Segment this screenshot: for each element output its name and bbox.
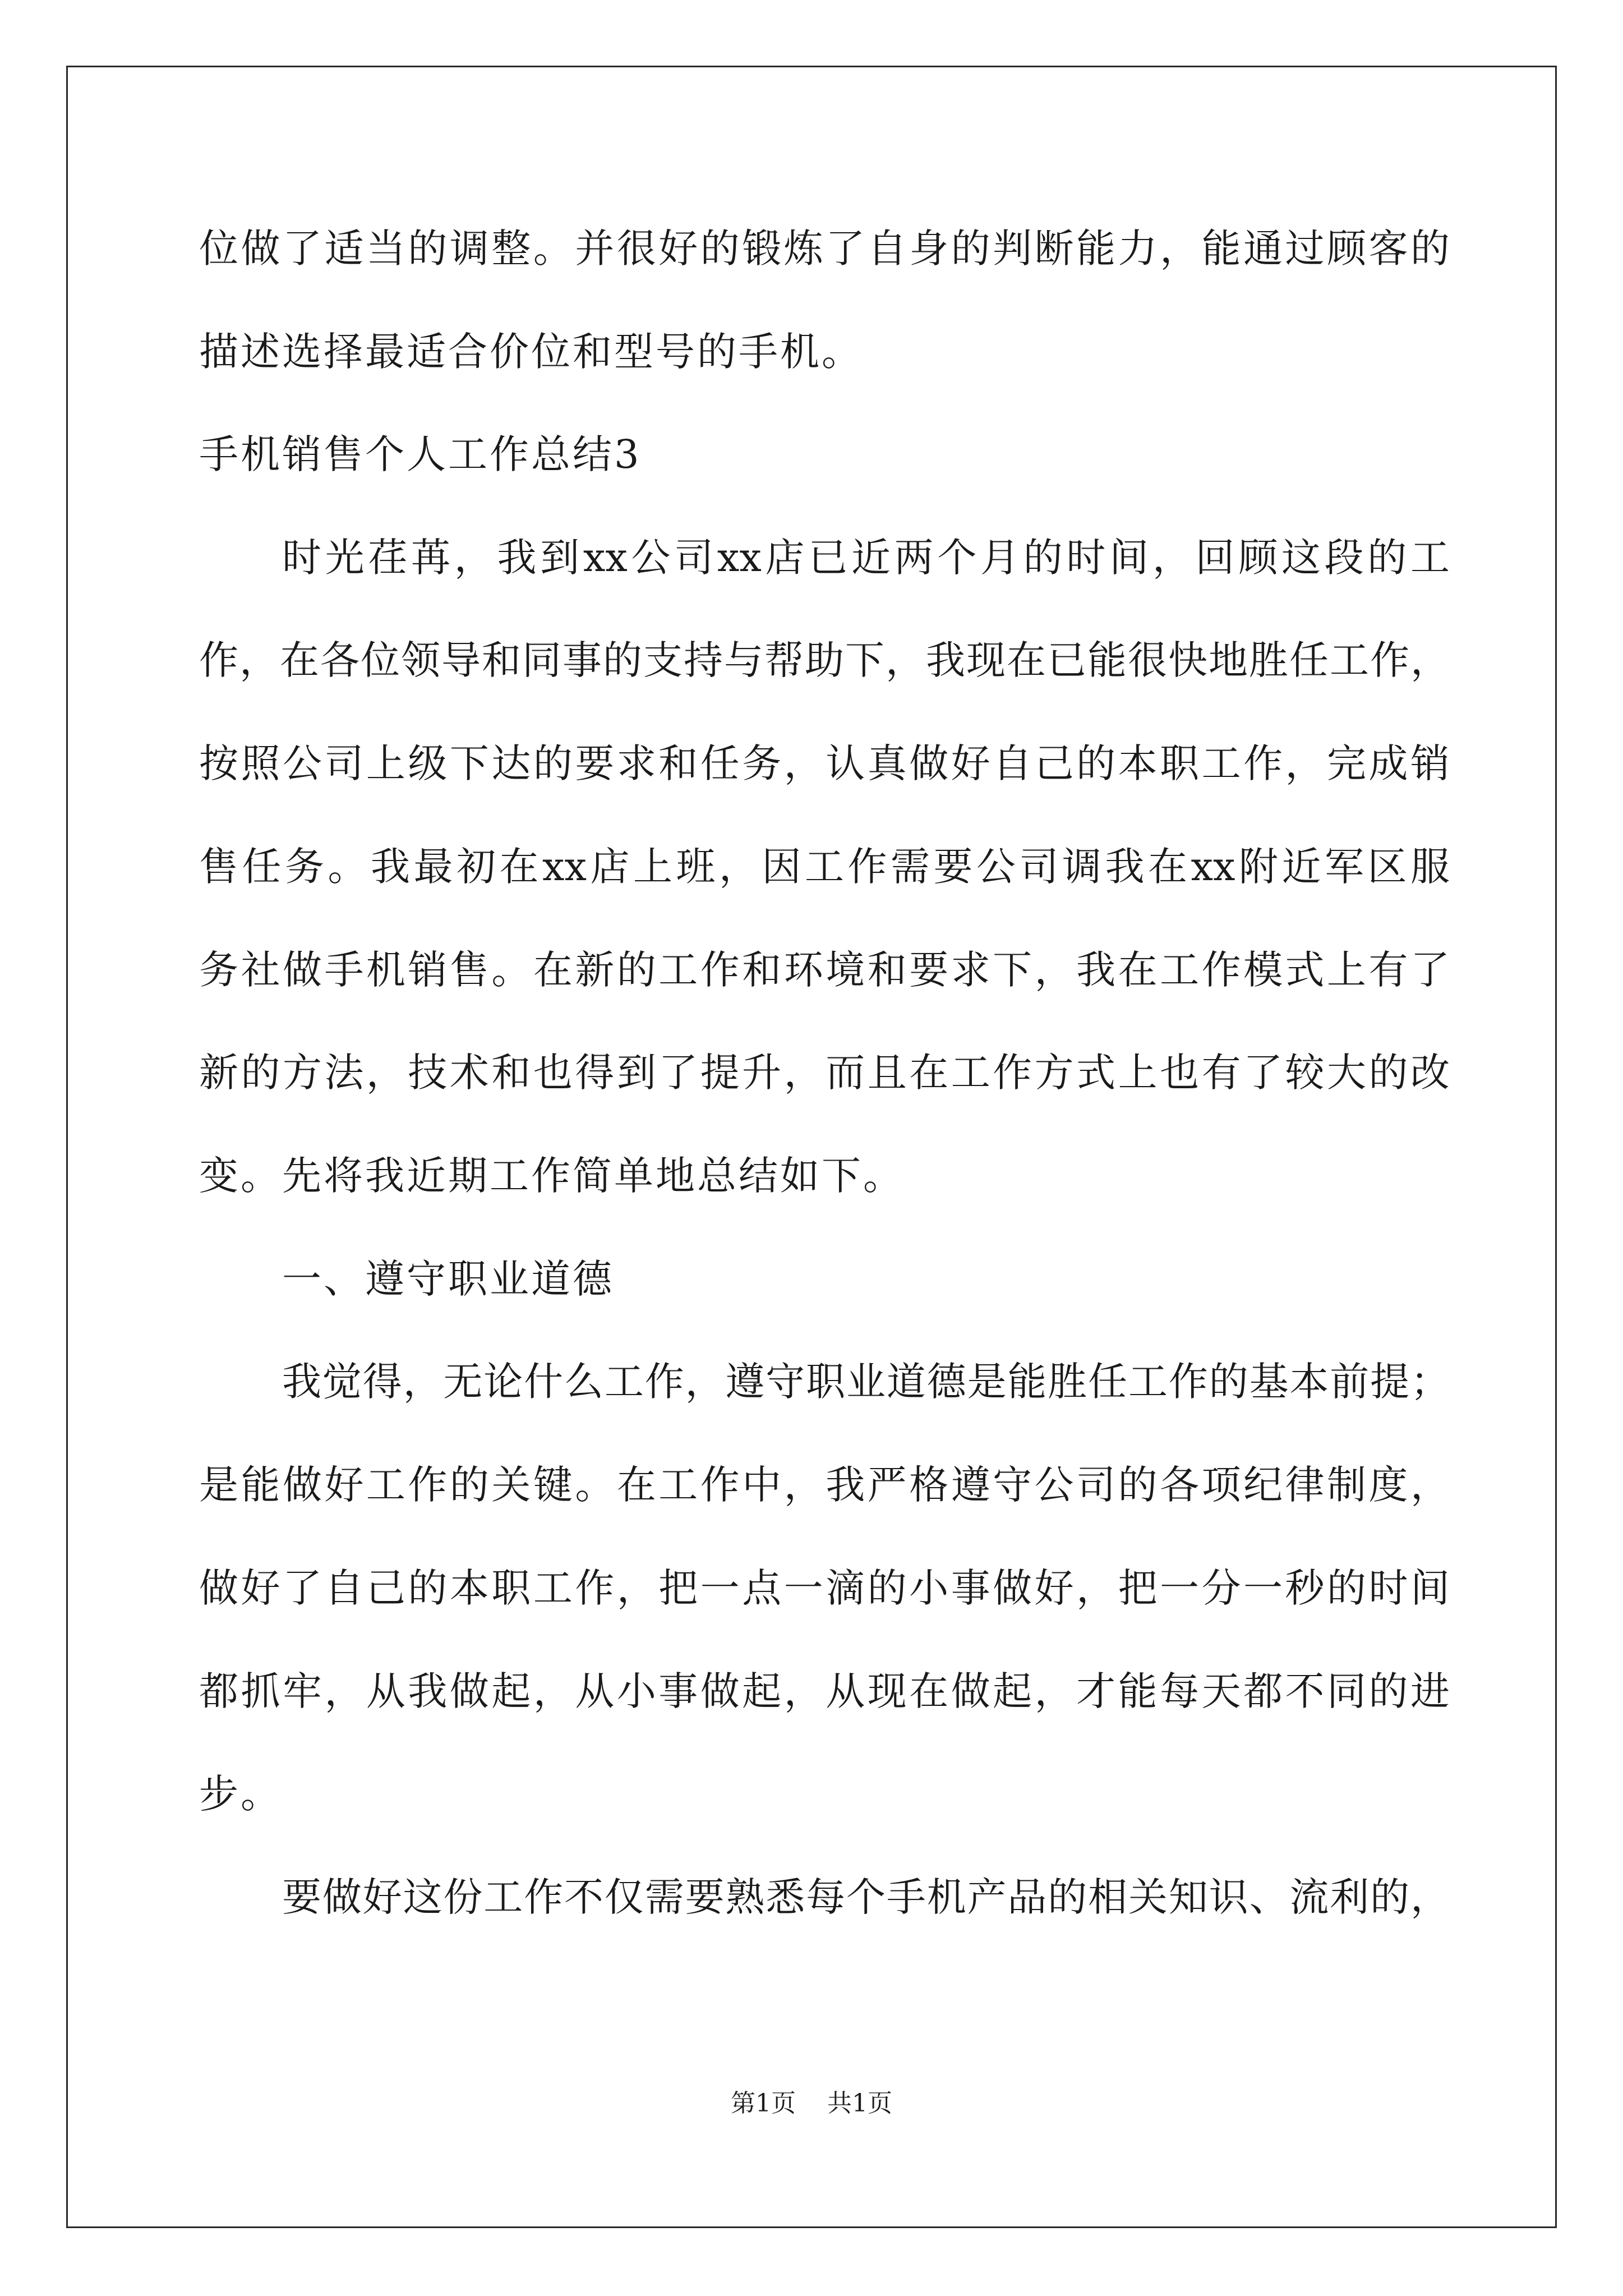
body-line: 都抓牢，从我做起，从小事做起，从现在做起，才能每天都不同的进 <box>199 1668 1450 1714</box>
body-line: 要做好这份工作不仅需要熟悉每个手机产品的相关知识、流利的， <box>282 1874 1450 1920</box>
body-line: 做好了自己的本职工作，把一点一滴的小事做好，把一分一秒的时间 <box>199 1565 1450 1611</box>
body-line: 时光荏苒，我到xx公司xx店已近两个月的时间，回顾这段的工 <box>282 535 1450 581</box>
body-line: 务社做手机销售。在新的工作和环境和要求下，我在工作模式上有了 <box>199 947 1450 993</box>
body-line: 售任务。我最初在xx店上班，因工作需要公司调我在xx附近军区服 <box>199 844 1450 890</box>
body-line: 作，在各位领导和同事的支持与帮助下，我现在已能很快地胜任工作， <box>199 637 1450 683</box>
page-number: 第1页 <box>731 2089 796 2118</box>
subsection-heading: 一、遵守职业道德 <box>282 1256 614 1302</box>
page-footer <box>0 2087 1623 2120</box>
page-total: 共1页 <box>827 2089 892 2118</box>
body-line: 新的方法，技术和也得到了提升，而且在工作方式上也有了较大的改 <box>199 1050 1450 1096</box>
body-line: 按照公司上级下达的要求和任务，认真做好自己的本职工作，完成销 <box>199 740 1450 786</box>
body-line: 描述选择最适合价位和型号的手机。 <box>199 329 863 375</box>
body-line: 位做了适当的调整。并很好的锻炼了自身的判断能力，能通过顾客的 <box>199 226 1450 272</box>
body-line: 变。先将我近期工作简单地总结如下。 <box>199 1153 905 1199</box>
body-line: 我觉得，无论什么工作，遵守职业道德是能胜任工作的基本前提； <box>282 1359 1450 1405</box>
section-heading: 手机销售个人工作总结3 <box>199 431 642 477</box>
body-line: 步。 <box>199 1771 282 1817</box>
body-line: 是能做好工作的关键。在工作中，我严格遵守公司的各项纪律制度， <box>199 1462 1450 1508</box>
